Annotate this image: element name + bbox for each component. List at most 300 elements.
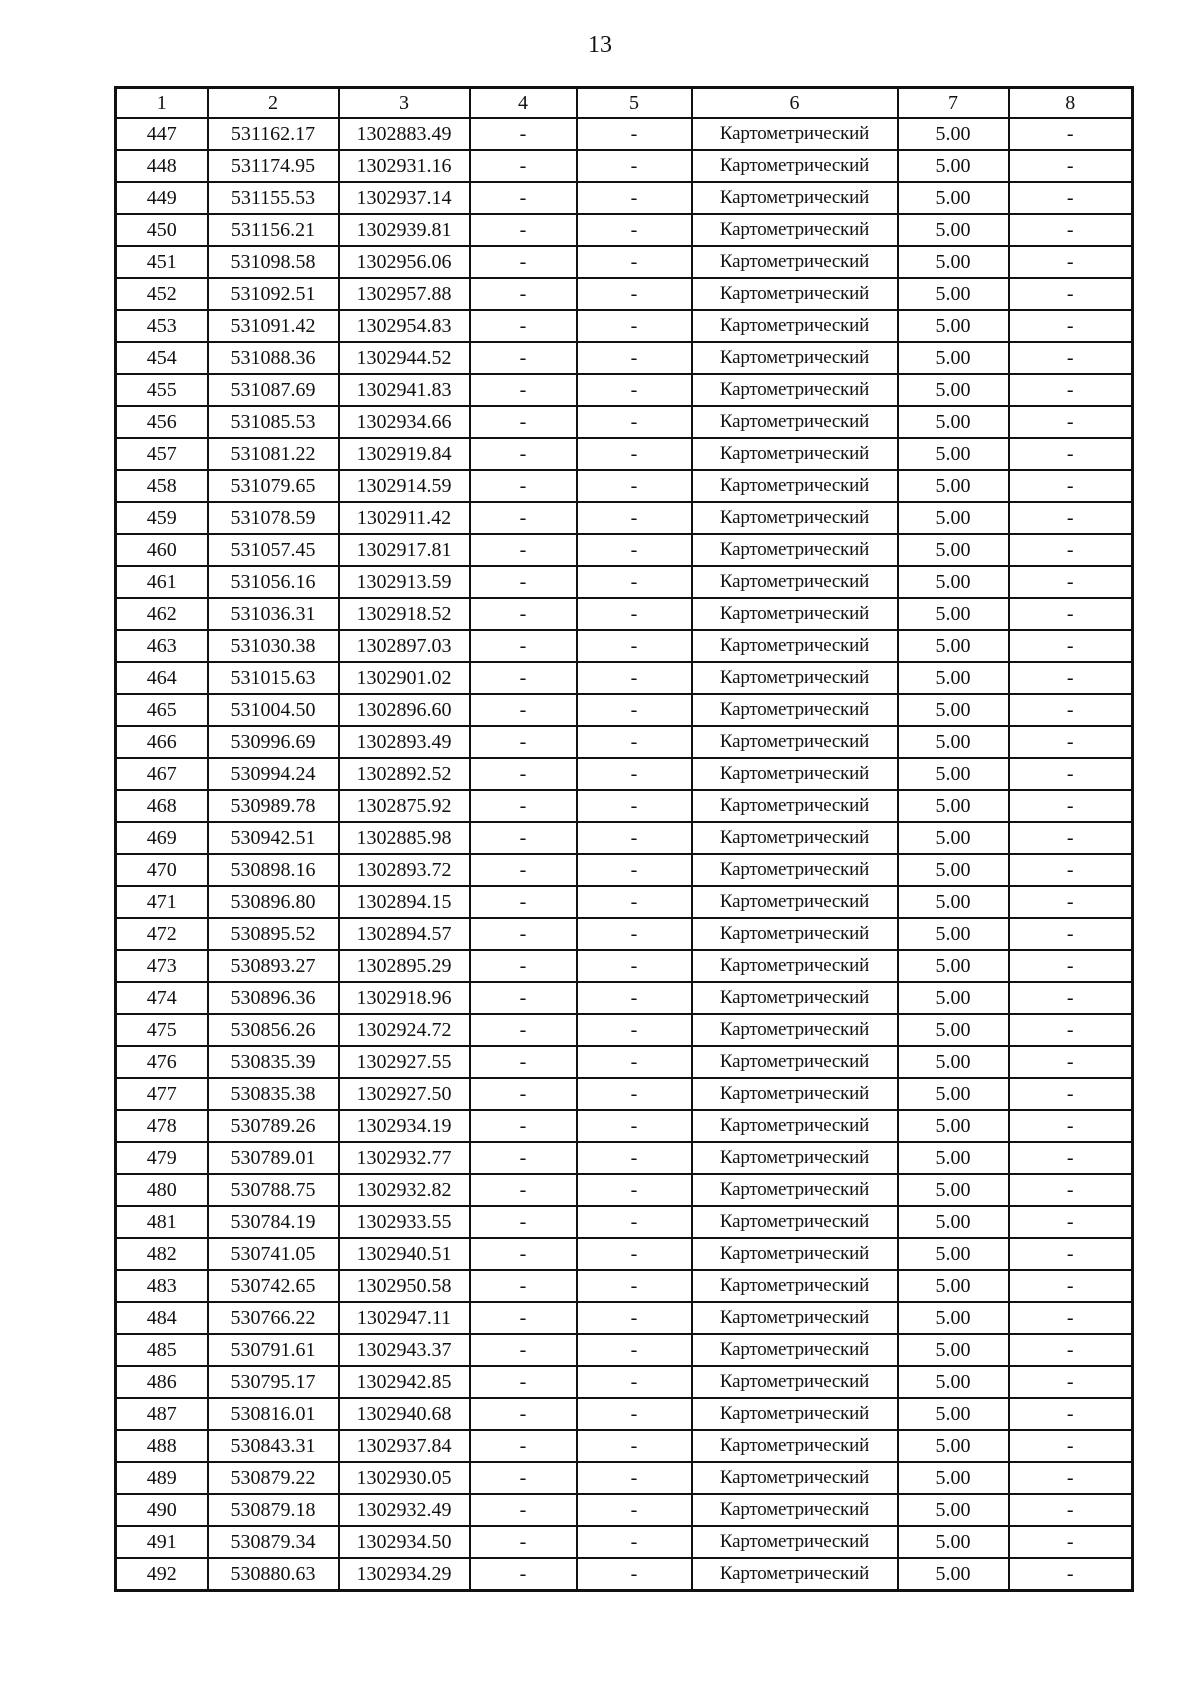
col4-cell: - [470, 118, 577, 150]
col4-cell: - [470, 1014, 577, 1046]
table-row [116, 182, 1133, 214]
col5-cell: - [577, 726, 692, 758]
y-coordinate-cell: 1302934.66 [339, 406, 470, 438]
column-header: 6 [692, 88, 898, 119]
table-row [116, 950, 1133, 982]
col4-cell: - [470, 1206, 577, 1238]
col5-cell: - [577, 886, 692, 918]
x-coordinate-cell: 531155.53 [208, 182, 339, 214]
accuracy-cell: 5.00 [898, 1558, 1009, 1591]
method-cell: Картометрический [692, 1526, 898, 1558]
col5-cell: - [577, 1398, 692, 1430]
col5-cell: - [577, 342, 692, 374]
x-coordinate-cell: 531091.42 [208, 310, 339, 342]
y-coordinate-cell: 1302927.50 [339, 1078, 470, 1110]
accuracy-cell: 5.00 [898, 278, 1009, 310]
point-number-cell: 467 [116, 758, 208, 790]
col8-cell: - [1009, 886, 1133, 918]
x-coordinate-cell: 531085.53 [208, 406, 339, 438]
col4-cell: - [470, 1366, 577, 1398]
x-coordinate-cell: 530893.27 [208, 950, 339, 982]
col8-cell: - [1009, 950, 1133, 982]
col8-cell: - [1009, 726, 1133, 758]
col8-cell: - [1009, 1494, 1133, 1526]
col5-cell: - [577, 1270, 692, 1302]
method-cell: Картометрический [692, 726, 898, 758]
table-row [116, 694, 1133, 726]
table-row [116, 1366, 1133, 1398]
point-number-cell: 464 [116, 662, 208, 694]
col4-cell: - [470, 950, 577, 982]
y-coordinate-cell: 1302927.55 [339, 1046, 470, 1078]
column-header: 4 [470, 88, 577, 119]
table-row [116, 246, 1133, 278]
accuracy-cell: 5.00 [898, 598, 1009, 630]
method-cell: Картометрический [692, 214, 898, 246]
col5-cell: - [577, 630, 692, 662]
x-coordinate-cell: 531156.21 [208, 214, 339, 246]
accuracy-cell: 5.00 [898, 406, 1009, 438]
x-coordinate-cell: 530896.36 [208, 982, 339, 1014]
coordinates-table [114, 86, 1134, 1592]
method-cell: Картометрический [692, 1078, 898, 1110]
method-cell: Картометрический [692, 886, 898, 918]
point-number-cell: 452 [116, 278, 208, 310]
point-number-cell: 450 [116, 214, 208, 246]
table-row [116, 1270, 1133, 1302]
table-row [116, 918, 1133, 950]
col8-cell: - [1009, 374, 1133, 406]
y-coordinate-cell: 1302933.55 [339, 1206, 470, 1238]
point-number-cell: 478 [116, 1110, 208, 1142]
col4-cell: - [470, 438, 577, 470]
col8-cell: - [1009, 1078, 1133, 1110]
accuracy-cell: 5.00 [898, 342, 1009, 374]
y-coordinate-cell: 1302941.83 [339, 374, 470, 406]
accuracy-cell: 5.00 [898, 310, 1009, 342]
col8-cell: - [1009, 1462, 1133, 1494]
col5-cell: - [577, 694, 692, 726]
x-coordinate-cell: 531087.69 [208, 374, 339, 406]
table-row [116, 534, 1133, 566]
y-coordinate-cell: 1302940.68 [339, 1398, 470, 1430]
col5-cell: - [577, 1206, 692, 1238]
point-number-cell: 460 [116, 534, 208, 566]
table-row [116, 150, 1133, 182]
x-coordinate-cell: 530880.63 [208, 1558, 339, 1591]
y-coordinate-cell: 1302934.29 [339, 1558, 470, 1591]
col8-cell: - [1009, 246, 1133, 278]
accuracy-cell: 5.00 [898, 1142, 1009, 1174]
col4-cell: - [470, 342, 577, 374]
col4-cell: - [470, 566, 577, 598]
x-coordinate-cell: 530788.75 [208, 1174, 339, 1206]
accuracy-cell: 5.00 [898, 1270, 1009, 1302]
point-number-cell: 491 [116, 1526, 208, 1558]
table-row [116, 566, 1133, 598]
col5-cell: - [577, 182, 692, 214]
point-number-cell: 457 [116, 438, 208, 470]
point-number-cell: 451 [116, 246, 208, 278]
col4-cell: - [470, 1398, 577, 1430]
col5-cell: - [577, 598, 692, 630]
col5-cell: - [577, 470, 692, 502]
col8-cell: - [1009, 470, 1133, 502]
col4-cell: - [470, 406, 577, 438]
col5-cell: - [577, 310, 692, 342]
table-row [116, 310, 1133, 342]
table-body [116, 118, 1133, 1591]
method-cell: Картометрический [692, 118, 898, 150]
col4-cell: - [470, 1270, 577, 1302]
table-row [116, 1398, 1133, 1430]
table-row [116, 1014, 1133, 1046]
col8-cell: - [1009, 1430, 1133, 1462]
method-cell: Картометрический [692, 822, 898, 854]
col8-cell: - [1009, 406, 1133, 438]
point-number-cell: 482 [116, 1238, 208, 1270]
col5-cell: - [577, 1366, 692, 1398]
accuracy-cell: 5.00 [898, 534, 1009, 566]
col4-cell: - [470, 1110, 577, 1142]
accuracy-cell: 5.00 [898, 1430, 1009, 1462]
y-coordinate-cell: 1302914.59 [339, 470, 470, 502]
col5-cell: - [577, 1302, 692, 1334]
col4-cell: - [470, 150, 577, 182]
accuracy-cell: 5.00 [898, 566, 1009, 598]
table-row [116, 1526, 1133, 1558]
col5-cell: - [577, 1462, 692, 1494]
x-coordinate-cell: 531174.95 [208, 150, 339, 182]
y-coordinate-cell: 1302896.60 [339, 694, 470, 726]
accuracy-cell: 5.00 [898, 758, 1009, 790]
method-cell: Картометрический [692, 1558, 898, 1591]
y-coordinate-cell: 1302895.29 [339, 950, 470, 982]
y-coordinate-cell: 1302892.52 [339, 758, 470, 790]
method-cell: Картометрический [692, 1302, 898, 1334]
col5-cell: - [577, 1014, 692, 1046]
accuracy-cell: 5.00 [898, 822, 1009, 854]
y-coordinate-cell: 1302919.84 [339, 438, 470, 470]
y-coordinate-cell: 1302911.42 [339, 502, 470, 534]
point-number-cell: 470 [116, 854, 208, 886]
point-number-cell: 492 [116, 1558, 208, 1591]
y-coordinate-cell: 1302930.05 [339, 1462, 470, 1494]
y-coordinate-cell: 1302931.16 [339, 150, 470, 182]
x-coordinate-cell: 530898.16 [208, 854, 339, 886]
x-coordinate-cell: 531092.51 [208, 278, 339, 310]
y-coordinate-cell: 1302947.11 [339, 1302, 470, 1334]
point-number-cell: 447 [116, 118, 208, 150]
method-cell: Картометрический [692, 406, 898, 438]
table-row [116, 214, 1133, 246]
x-coordinate-cell: 530843.31 [208, 1430, 339, 1462]
accuracy-cell: 5.00 [898, 790, 1009, 822]
method-cell: Картометрический [692, 182, 898, 214]
x-coordinate-cell: 531057.45 [208, 534, 339, 566]
table-row [116, 1302, 1133, 1334]
col8-cell: - [1009, 1334, 1133, 1366]
method-cell: Картометрический [692, 1014, 898, 1046]
column-header: 8 [1009, 88, 1133, 119]
y-coordinate-cell: 1302932.77 [339, 1142, 470, 1174]
point-number-cell: 474 [116, 982, 208, 1014]
x-coordinate-cell: 531088.36 [208, 342, 339, 374]
table-row [116, 630, 1133, 662]
y-coordinate-cell: 1302932.49 [339, 1494, 470, 1526]
point-number-cell: 489 [116, 1462, 208, 1494]
accuracy-cell: 5.00 [898, 1526, 1009, 1558]
y-coordinate-cell: 1302939.81 [339, 214, 470, 246]
point-number-cell: 448 [116, 150, 208, 182]
col4-cell: - [470, 470, 577, 502]
col8-cell: - [1009, 502, 1133, 534]
col4-cell: - [470, 1494, 577, 1526]
col4-cell: - [470, 694, 577, 726]
point-number-cell: 469 [116, 822, 208, 854]
method-cell: Картометрический [692, 1398, 898, 1430]
col5-cell: - [577, 854, 692, 886]
y-coordinate-cell: 1302937.14 [339, 182, 470, 214]
accuracy-cell: 5.00 [898, 1174, 1009, 1206]
accuracy-cell: 5.00 [898, 1366, 1009, 1398]
x-coordinate-cell: 530879.22 [208, 1462, 339, 1494]
col8-cell: - [1009, 1110, 1133, 1142]
point-number-cell: 481 [116, 1206, 208, 1238]
method-cell: Картометрический [692, 1270, 898, 1302]
col8-cell: - [1009, 854, 1133, 886]
col8-cell: - [1009, 758, 1133, 790]
column-header: 7 [898, 88, 1009, 119]
accuracy-cell: 5.00 [898, 1494, 1009, 1526]
accuracy-cell: 5.00 [898, 1334, 1009, 1366]
accuracy-cell: 5.00 [898, 438, 1009, 470]
col8-cell: - [1009, 214, 1133, 246]
y-coordinate-cell: 1302924.72 [339, 1014, 470, 1046]
point-number-cell: 490 [116, 1494, 208, 1526]
x-coordinate-cell: 530896.80 [208, 886, 339, 918]
accuracy-cell: 5.00 [898, 854, 1009, 886]
col4-cell: - [470, 822, 577, 854]
col4-cell: - [470, 1078, 577, 1110]
method-cell: Картометрический [692, 310, 898, 342]
accuracy-cell: 5.00 [898, 214, 1009, 246]
method-cell: Картометрический [692, 246, 898, 278]
point-number-cell: 449 [116, 182, 208, 214]
col5-cell: - [577, 1142, 692, 1174]
col5-cell: - [577, 1494, 692, 1526]
point-number-cell: 461 [116, 566, 208, 598]
col8-cell: - [1009, 1014, 1133, 1046]
col8-cell: - [1009, 1398, 1133, 1430]
col8-cell: - [1009, 790, 1133, 822]
y-coordinate-cell: 1302893.49 [339, 726, 470, 758]
x-coordinate-cell: 531162.17 [208, 118, 339, 150]
y-coordinate-cell: 1302918.52 [339, 598, 470, 630]
point-number-cell: 484 [116, 1302, 208, 1334]
col5-cell: - [577, 822, 692, 854]
accuracy-cell: 5.00 [898, 1398, 1009, 1430]
col4-cell: - [470, 1558, 577, 1591]
method-cell: Картометрический [692, 1334, 898, 1366]
method-cell: Картометрический [692, 534, 898, 566]
table-row [116, 1430, 1133, 1462]
method-cell: Картометрический [692, 1494, 898, 1526]
col5-cell: - [577, 374, 692, 406]
method-cell: Картометрический [692, 1174, 898, 1206]
table-row [116, 502, 1133, 534]
method-cell: Картометрический [692, 502, 898, 534]
point-number-cell: 468 [116, 790, 208, 822]
point-number-cell: 476 [116, 1046, 208, 1078]
method-cell: Картометрический [692, 854, 898, 886]
point-number-cell: 455 [116, 374, 208, 406]
col8-cell: - [1009, 1142, 1133, 1174]
table-row [116, 1334, 1133, 1366]
method-cell: Картометрический [692, 694, 898, 726]
col4-cell: - [470, 1302, 577, 1334]
col4-cell: - [470, 1238, 577, 1270]
y-coordinate-cell: 1302942.85 [339, 1366, 470, 1398]
y-coordinate-cell: 1302937.84 [339, 1430, 470, 1462]
method-cell: Картометрический [692, 278, 898, 310]
point-number-cell: 456 [116, 406, 208, 438]
y-coordinate-cell: 1302956.06 [339, 246, 470, 278]
table-row [116, 662, 1133, 694]
accuracy-cell: 5.00 [898, 374, 1009, 406]
x-coordinate-cell: 530789.26 [208, 1110, 339, 1142]
col4-cell: - [470, 246, 577, 278]
x-coordinate-cell: 530994.24 [208, 758, 339, 790]
col4-cell: - [470, 374, 577, 406]
col8-cell: - [1009, 982, 1133, 1014]
col5-cell: - [577, 1334, 692, 1366]
table-row [116, 1206, 1133, 1238]
accuracy-cell: 5.00 [898, 502, 1009, 534]
method-cell: Картометрический [692, 982, 898, 1014]
col8-cell: - [1009, 1238, 1133, 1270]
col4-cell: - [470, 790, 577, 822]
x-coordinate-cell: 530989.78 [208, 790, 339, 822]
x-coordinate-cell: 530816.01 [208, 1398, 339, 1430]
x-coordinate-cell: 530835.38 [208, 1078, 339, 1110]
col5-cell: - [577, 1526, 692, 1558]
table-row [116, 1238, 1133, 1270]
col5-cell: - [577, 758, 692, 790]
col4-cell: - [470, 630, 577, 662]
accuracy-cell: 5.00 [898, 886, 1009, 918]
method-cell: Картометрический [692, 1366, 898, 1398]
col5-cell: - [577, 982, 692, 1014]
table-row [116, 726, 1133, 758]
col8-cell: - [1009, 1526, 1133, 1558]
y-coordinate-cell: 1302893.72 [339, 854, 470, 886]
accuracy-cell: 5.00 [898, 246, 1009, 278]
method-cell: Картометрический [692, 630, 898, 662]
col4-cell: - [470, 182, 577, 214]
point-number-cell: 485 [116, 1334, 208, 1366]
table-row [116, 118, 1133, 150]
col8-cell: - [1009, 694, 1133, 726]
col4-cell: - [470, 598, 577, 630]
y-coordinate-cell: 1302901.02 [339, 662, 470, 694]
method-cell: Картометрический [692, 918, 898, 950]
col5-cell: - [577, 950, 692, 982]
x-coordinate-cell: 531078.59 [208, 502, 339, 534]
x-coordinate-cell: 530741.05 [208, 1238, 339, 1270]
point-number-cell: 465 [116, 694, 208, 726]
table-row [116, 1078, 1133, 1110]
accuracy-cell: 5.00 [898, 1238, 1009, 1270]
col8-cell: - [1009, 438, 1133, 470]
accuracy-cell: 5.00 [898, 1462, 1009, 1494]
point-number-cell: 472 [116, 918, 208, 950]
x-coordinate-cell: 530895.52 [208, 918, 339, 950]
method-cell: Картометрический [692, 438, 898, 470]
table-row [116, 886, 1133, 918]
table-row [116, 470, 1133, 502]
x-coordinate-cell: 530795.17 [208, 1366, 339, 1398]
col8-cell: - [1009, 630, 1133, 662]
method-cell: Картометрический [692, 598, 898, 630]
col8-cell: - [1009, 598, 1133, 630]
x-coordinate-cell: 530742.65 [208, 1270, 339, 1302]
method-cell: Картометрический [692, 342, 898, 374]
col5-cell: - [577, 1110, 692, 1142]
table-row [116, 342, 1133, 374]
y-coordinate-cell: 1302894.15 [339, 886, 470, 918]
col8-cell: - [1009, 1046, 1133, 1078]
point-number-cell: 473 [116, 950, 208, 982]
y-coordinate-cell: 1302883.49 [339, 118, 470, 150]
x-coordinate-cell: 530856.26 [208, 1014, 339, 1046]
point-number-cell: 477 [116, 1078, 208, 1110]
x-coordinate-cell: 530879.18 [208, 1494, 339, 1526]
method-cell: Картометрический [692, 950, 898, 982]
col4-cell: - [470, 1462, 577, 1494]
accuracy-cell: 5.00 [898, 150, 1009, 182]
y-coordinate-cell: 1302885.98 [339, 822, 470, 854]
method-cell: Картометрический [692, 1206, 898, 1238]
accuracy-cell: 5.00 [898, 694, 1009, 726]
y-coordinate-cell: 1302950.58 [339, 1270, 470, 1302]
method-cell: Картометрический [692, 470, 898, 502]
col5-cell: - [577, 438, 692, 470]
y-coordinate-cell: 1302944.52 [339, 342, 470, 374]
method-cell: Картометрический [692, 790, 898, 822]
accuracy-cell: 5.00 [898, 118, 1009, 150]
x-coordinate-cell: 530835.39 [208, 1046, 339, 1078]
table-row [116, 758, 1133, 790]
col8-cell: - [1009, 1302, 1133, 1334]
page-number: 13 [588, 32, 612, 58]
y-coordinate-cell: 1302917.81 [339, 534, 470, 566]
method-cell: Картометрический [692, 374, 898, 406]
col8-cell: - [1009, 182, 1133, 214]
method-cell: Картометрический [692, 1430, 898, 1462]
method-cell: Картометрический [692, 1110, 898, 1142]
point-number-cell: 487 [116, 1398, 208, 1430]
col5-cell: - [577, 790, 692, 822]
table-row [116, 790, 1133, 822]
col4-cell: - [470, 726, 577, 758]
col5-cell: - [577, 534, 692, 566]
col5-cell: - [577, 1078, 692, 1110]
table-row [116, 1142, 1133, 1174]
point-number-cell: 479 [116, 1142, 208, 1174]
accuracy-cell: 5.00 [898, 662, 1009, 694]
col5-cell: - [577, 502, 692, 534]
